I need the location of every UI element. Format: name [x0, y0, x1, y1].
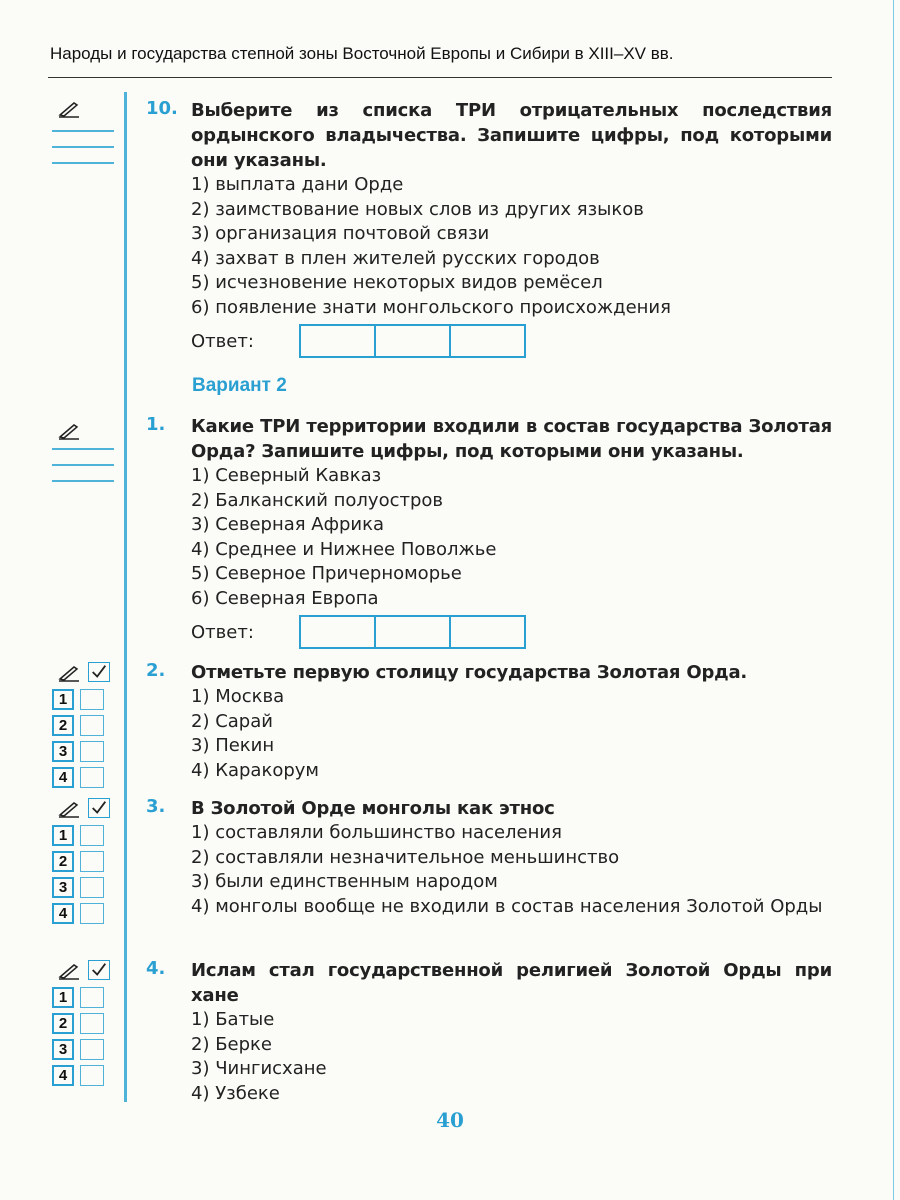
choice-checkbox[interactable]: [80, 689, 104, 710]
question-1: [146, 414, 832, 649]
choice-number: 2: [52, 715, 74, 736]
choice-checkbox[interactable]: [80, 987, 104, 1008]
question-10: [146, 98, 832, 358]
choice-number: 3: [52, 877, 74, 898]
option: 4) Каракорум: [191, 759, 320, 781]
page-header: Народы и государства степной зоны Восточной Европы и Сибири в XIII–XV вв.: [50, 44, 674, 63]
option: 2) Берке: [191, 1033, 272, 1055]
option: 2) составляли незначительное меньшинство: [191, 846, 620, 868]
page-number: 40: [436, 1108, 464, 1132]
choice-number: 4: [52, 1065, 74, 1086]
choice-number: 1: [52, 987, 74, 1008]
question-text: Какие ТРИ территории входили в состав государства Золотая Орда? Запишите цифры, под которыми они указаны.: [191, 416, 832, 462]
option: 1) Москва: [191, 686, 285, 707]
question-text: Ислам стал государственной религией Золотой Орды при хане: [191, 960, 832, 1006]
question-number: 1.: [146, 414, 166, 435]
options-list: [191, 1008, 832, 1106]
choice-number: 4: [52, 903, 74, 924]
choice-number: 2: [52, 851, 74, 872]
option: 3) организация почтовой связи: [191, 223, 490, 244]
question-text: Выберите из списка ТРИ отрицательных последствия ордынского владычества. Запишите цифры, под которыми они указаны.: [191, 100, 832, 171]
pencil-icon: [58, 100, 80, 118]
question-text: Отметьте первую столицу государства Золотая Орда.: [191, 662, 748, 683]
checkmark-icon: [88, 798, 110, 818]
option: 1) составляли большинство населения: [191, 822, 562, 843]
question-4: [146, 958, 832, 1106]
answer-cell[interactable]: [299, 324, 376, 358]
choice-checkbox[interactable]: [80, 1065, 104, 1086]
choice-number: 3: [52, 1039, 74, 1060]
answer-label: Ответ:: [191, 621, 254, 643]
choice-boxes: [52, 984, 114, 1088]
choice-checkbox[interactable]: [80, 741, 104, 762]
option: 4) Среднее и Нижнее Поволжье: [191, 538, 497, 560]
question-number: 4.: [146, 958, 166, 979]
answer-cell[interactable]: [449, 324, 526, 358]
answer-lines: [52, 448, 114, 496]
option: 5) исчезновение некоторых видов ремёсел: [191, 272, 603, 293]
choice-checkbox[interactable]: [80, 767, 104, 788]
choice-number: 1: [52, 689, 74, 710]
option: 3) Пекин: [191, 735, 275, 756]
question-3: [146, 796, 832, 919]
question-number: 2.: [146, 660, 166, 681]
choice-number: 2: [52, 1013, 74, 1034]
answer-cell[interactable]: [449, 615, 526, 649]
header-divider: [48, 77, 832, 78]
question-text: В Золотой Орде монголы как этнос: [191, 798, 555, 819]
option: 2) Балканский полуостров: [191, 489, 444, 511]
answer-cell[interactable]: [374, 324, 451, 358]
pencil-icon: [58, 664, 80, 682]
answer-cell[interactable]: [374, 615, 451, 649]
answer-boxes: [301, 324, 526, 358]
pencil-icon: [58, 422, 80, 440]
pencil-icon: [58, 962, 80, 980]
choice-checkbox[interactable]: [80, 715, 104, 736]
choice-checkbox[interactable]: [80, 825, 104, 846]
answer-lines: [52, 130, 114, 178]
option: 4) Узбеке: [191, 1082, 280, 1104]
option: 2) Сарай: [191, 710, 273, 732]
answer-row: [191, 324, 832, 358]
choice-number: 4: [52, 767, 74, 788]
question-2: [146, 660, 832, 783]
margin-divider: [124, 92, 127, 1102]
pencil-icon: [58, 800, 80, 818]
choice-boxes: [52, 822, 114, 926]
choice-checkbox[interactable]: [80, 851, 104, 872]
checkmark-icon: [88, 960, 110, 980]
answer-cell[interactable]: [299, 615, 376, 649]
question-number: 3.: [146, 796, 166, 817]
choice-checkbox[interactable]: [80, 1013, 104, 1034]
answer-label: Ответ:: [191, 330, 254, 352]
options-list: [191, 173, 832, 320]
options-list: [191, 685, 832, 783]
option: 3) были единственным народом: [191, 871, 498, 892]
option: 6) появление знати монгольского происхождения: [191, 296, 671, 318]
option: 4) монголы вообще не входили в состав населения Золотой Орды: [191, 895, 823, 917]
option: 2) заимствование новых слов из других языков: [191, 198, 644, 220]
variant-title: Вариант 2: [192, 375, 287, 396]
options-list: [191, 821, 832, 919]
option: 5) Северное Причерноморье: [191, 563, 462, 584]
choice-boxes: [52, 686, 114, 790]
answer-row: [191, 615, 832, 649]
question-number: 10.: [146, 98, 178, 119]
options-list: [191, 464, 832, 611]
choice-checkbox[interactable]: [80, 903, 104, 924]
checkmark-icon: [88, 662, 110, 682]
choice-checkbox[interactable]: [80, 1039, 104, 1060]
option: 6) Северная Европа: [191, 587, 379, 609]
page-edge-line: [893, 0, 894, 1200]
option: 1) Батые: [191, 1009, 275, 1030]
answer-boxes: [301, 615, 526, 649]
option: 3) Чингисхане: [191, 1058, 327, 1079]
option: 1) Северный Кавказ: [191, 465, 382, 486]
choice-number: 1: [52, 825, 74, 846]
choice-number: 3: [52, 741, 74, 762]
option: 4) захват в плен жителей русских городов: [191, 247, 600, 269]
option: 3) Северная Африка: [191, 514, 385, 535]
option: 1) выплата дани Орде: [191, 174, 404, 195]
choice-checkbox[interactable]: [80, 877, 104, 898]
